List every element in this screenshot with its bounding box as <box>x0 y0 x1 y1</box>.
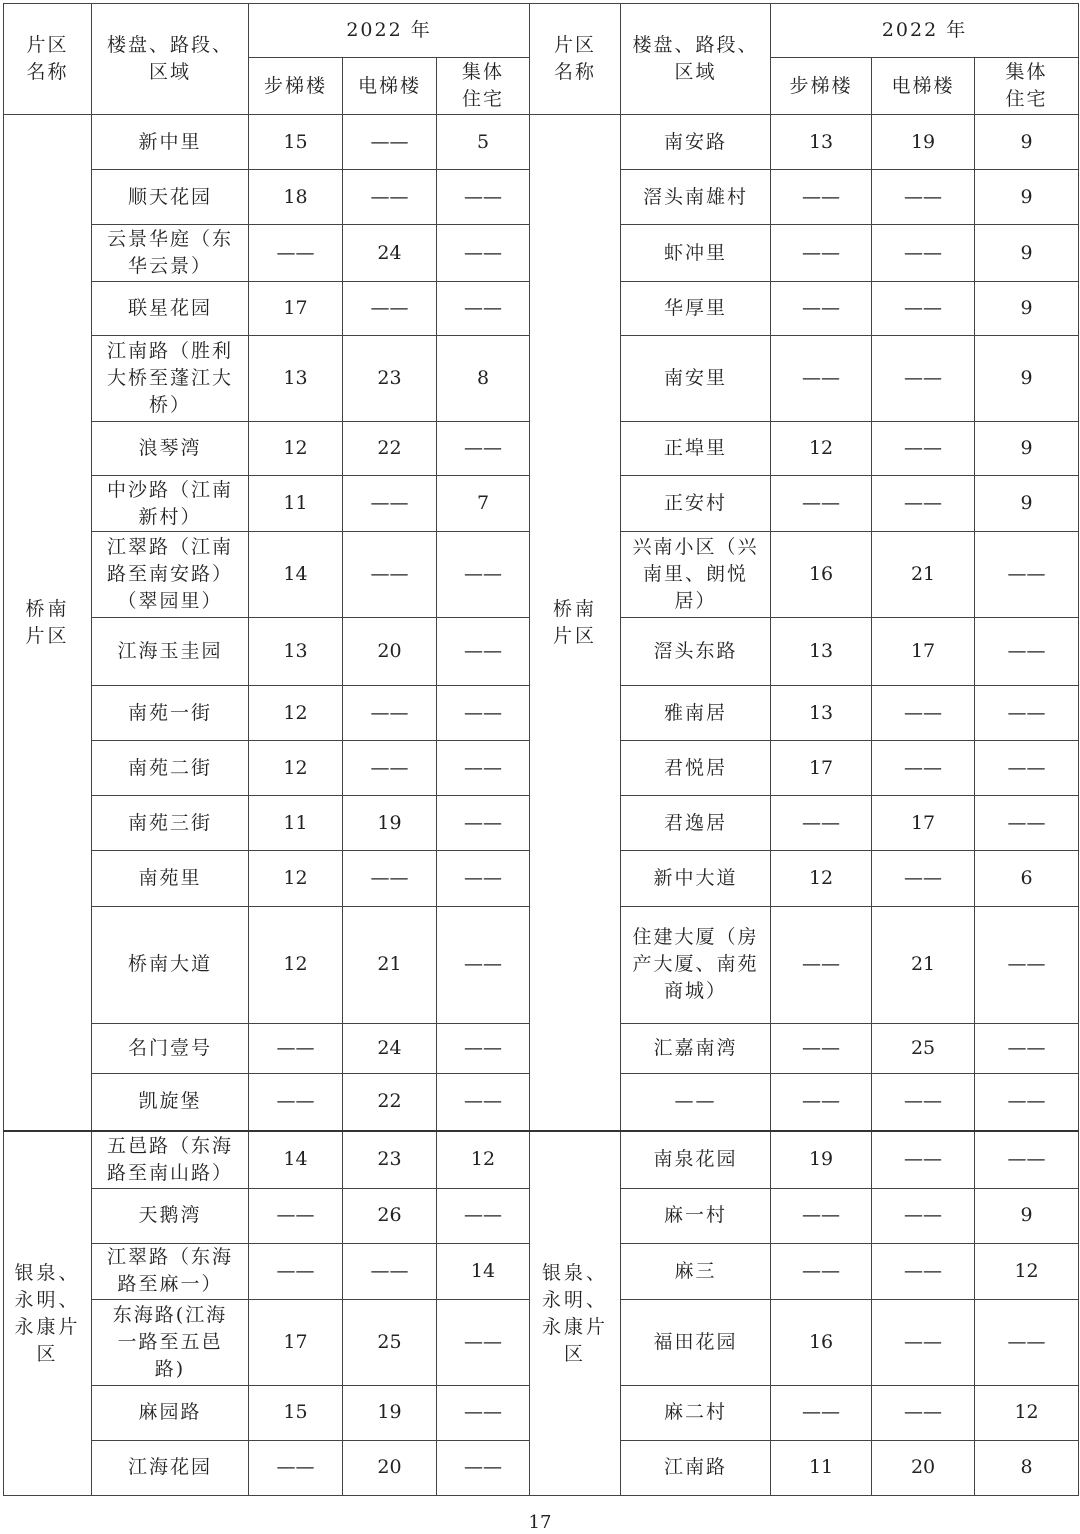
left-collective-cell: —— <box>437 1023 530 1073</box>
left-stair-header: 步梯楼 <box>249 58 343 115</box>
left-collective-cell: —— <box>437 422 530 476</box>
right-elevator-cell: —— <box>872 1131 975 1188</box>
left-elevator-cell: 23 <box>343 336 437 422</box>
left-location-cell: 江翠路（东海 路至麻一） <box>92 1243 249 1299</box>
right-elevator-cell: 17 <box>872 618 975 686</box>
left-elevator-header: 电梯楼 <box>343 58 437 115</box>
right-collective-cell: —— <box>975 618 1079 686</box>
right-collective-cell: —— <box>975 1131 1079 1188</box>
right-stair-cell: —— <box>771 1385 872 1440</box>
right-stair-header: 步梯楼 <box>771 58 872 115</box>
left-elevator-cell: 26 <box>343 1188 437 1243</box>
right-stair-cell: —— <box>771 336 872 422</box>
right-collective-cell: —— <box>975 1299 1079 1385</box>
right-stair-cell: —— <box>771 476 872 532</box>
right-stair-cell: 16 <box>771 1299 872 1385</box>
left-elevator-cell: 22 <box>343 1073 437 1131</box>
table-row <box>4 115 1079 170</box>
right-location-cell: 麻一村 <box>621 1188 771 1243</box>
right-stair-cell: 12 <box>771 422 872 476</box>
right-elevator-header: 电梯楼 <box>872 58 975 115</box>
right-collective-cell: —— <box>975 1073 1079 1131</box>
right-collective-cell: —— <box>975 796 1079 851</box>
right-location-cell: 滘头南雄村 <box>621 170 771 225</box>
right-elevator-cell: —— <box>872 1385 975 1440</box>
left-region-cell: 桥南 片区 <box>4 115 92 1132</box>
right-location-cell: 华厚里 <box>621 282 771 336</box>
left-elevator-cell: —— <box>343 170 437 225</box>
right-stair-cell: 12 <box>771 851 872 906</box>
left-location-cell: 江南路（胜利 大桥至蓬江大 桥） <box>92 336 249 422</box>
right-elevator-cell: —— <box>872 851 975 906</box>
left-collective-cell: —— <box>437 1073 530 1131</box>
right-location-cell: 南安里 <box>621 336 771 422</box>
left-collective-cell: 5 <box>437 115 530 170</box>
right-elevator-cell: —— <box>872 225 975 282</box>
right-collective-cell: 12 <box>975 1385 1079 1440</box>
right-stair-cell: 16 <box>771 532 872 618</box>
right-location-cell: —— <box>621 1073 771 1131</box>
right-location-cell: 南泉花园 <box>621 1131 771 1188</box>
left-collective-cell: —— <box>437 170 530 225</box>
left-stair-cell: 15 <box>249 1385 343 1440</box>
left-collective-cell: 12 <box>437 1131 530 1188</box>
left-stair-cell: 17 <box>249 282 343 336</box>
right-collective-cell: 12 <box>975 1243 1079 1299</box>
right-location-cell: 君逸居 <box>621 796 771 851</box>
left-stair-cell: 13 <box>249 336 343 422</box>
left-stair-cell: 18 <box>249 170 343 225</box>
left-stair-cell: —— <box>249 1243 343 1299</box>
right-elevator-cell: —— <box>872 741 975 796</box>
left-elevator-cell: 22 <box>343 422 437 476</box>
right-location-cell: 福田花园 <box>621 1299 771 1385</box>
left-collective-cell: —— <box>437 1299 530 1385</box>
right-stair-cell: 17 <box>771 741 872 796</box>
left-stair-cell: 11 <box>249 796 343 851</box>
left-collective-cell: 7 <box>437 476 530 532</box>
left-elevator-cell: —— <box>343 1243 437 1299</box>
left-collective-cell: —— <box>437 225 530 282</box>
right-elevator-cell: —— <box>872 336 975 422</box>
right-stair-cell: —— <box>771 170 872 225</box>
left-elevator-cell: 24 <box>343 1023 437 1073</box>
left-stair-cell: —— <box>249 1073 343 1131</box>
right-elevator-cell: 17 <box>872 796 975 851</box>
right-region-cell: 银泉、 永明、 永康片 区 <box>530 1131 621 1495</box>
left-stair-cell: 11 <box>249 476 343 532</box>
right-elevator-cell: —— <box>872 1243 975 1299</box>
right-location-cell: 江南路 <box>621 1440 771 1495</box>
left-location-cell: 中沙路（江南 新村） <box>92 476 249 532</box>
left-elevator-cell: 23 <box>343 1131 437 1188</box>
right-stair-cell: 11 <box>771 1440 872 1495</box>
right-collective-cell: 9 <box>975 225 1079 282</box>
right-location-cell: 南安路 <box>621 115 771 170</box>
left-location-cell: 凯旋堡 <box>92 1073 249 1131</box>
right-location-cell: 正安村 <box>621 476 771 532</box>
right-collective-cell: 9 <box>975 336 1079 422</box>
right-elevator-cell: 21 <box>872 906 975 1023</box>
left-location-cell: 顺天花园 <box>92 170 249 225</box>
right-elevator-cell: 21 <box>872 532 975 618</box>
right-collective-cell: 6 <box>975 851 1079 906</box>
left-location-cell: 南苑三街 <box>92 796 249 851</box>
right-location-cell: 滘头东路 <box>621 618 771 686</box>
right-stair-cell: 19 <box>771 1131 872 1188</box>
right-elevator-cell: 25 <box>872 1023 975 1073</box>
left-elevator-cell: —— <box>343 476 437 532</box>
right-stair-cell: 13 <box>771 618 872 686</box>
right-elevator-cell: —— <box>872 1188 975 1243</box>
left-region-header: 片区 名称 <box>4 4 92 115</box>
right-stair-cell: —— <box>771 1023 872 1073</box>
left-collective-cell: —— <box>437 906 530 1023</box>
left-elevator-cell: —— <box>343 532 437 618</box>
left-stair-cell: —— <box>249 1440 343 1495</box>
left-stair-cell: 12 <box>249 422 343 476</box>
right-collective-cell: —— <box>975 741 1079 796</box>
left-location-cell: 东海路(江海 一路至五邑 路) <box>92 1299 249 1385</box>
left-location-cell: 名门壹号 <box>92 1023 249 1073</box>
left-location-cell: 江海玉圭园 <box>92 618 249 686</box>
page-number: 17 <box>528 1512 552 1533</box>
left-location-cell: 南苑二街 <box>92 741 249 796</box>
right-collective-cell: 8 <box>975 1440 1079 1495</box>
left-stair-cell: 13 <box>249 618 343 686</box>
right-elevator-cell: —— <box>872 476 975 532</box>
left-collective-cell: 8 <box>437 336 530 422</box>
right-collective-cell: —— <box>975 532 1079 618</box>
left-collective-cell: —— <box>437 1385 530 1440</box>
right-collective-cell: 9 <box>975 115 1079 170</box>
left-collective-cell: —— <box>437 1440 530 1495</box>
left-elevator-cell: 19 <box>343 796 437 851</box>
right-elevator-cell: 20 <box>872 1440 975 1495</box>
left-stair-cell: —— <box>249 1023 343 1073</box>
left-location-cell: 浪琴湾 <box>92 422 249 476</box>
table-row <box>4 1131 1079 1188</box>
left-collective-cell: —— <box>437 282 530 336</box>
right-location-cell: 正埠里 <box>621 422 771 476</box>
right-elevator-cell: —— <box>872 1073 975 1131</box>
right-collective-cell: 9 <box>975 1188 1079 1243</box>
left-stair-cell: 12 <box>249 686 343 741</box>
right-elevator-cell: 19 <box>872 115 975 170</box>
left-collective-cell: —— <box>437 741 530 796</box>
right-collective-cell: 9 <box>975 282 1079 336</box>
left-elevator-cell: 20 <box>343 618 437 686</box>
right-location-cell: 虾冲里 <box>621 225 771 282</box>
right-location-cell: 麻三 <box>621 1243 771 1299</box>
right-stair-cell: —— <box>771 1073 872 1131</box>
right-collective-cell: —— <box>975 906 1079 1023</box>
left-elevator-cell: —— <box>343 686 437 741</box>
right-elevator-cell: —— <box>872 282 975 336</box>
left-elevator-cell: —— <box>343 851 437 906</box>
right-region-header: 片区 名称 <box>530 4 621 115</box>
right-elevator-cell: —— <box>872 170 975 225</box>
right-location-cell: 兴南小区（兴 南里、朗悦 居） <box>621 532 771 618</box>
left-location-cell: 云景华庭（东 华云景） <box>92 225 249 282</box>
left-stair-cell: —— <box>249 1188 343 1243</box>
left-collective-cell: —— <box>437 618 530 686</box>
left-collective-header: 集体 住宅 <box>437 58 530 115</box>
right-location-cell: 汇嘉南湾 <box>621 1023 771 1073</box>
right-stair-cell: —— <box>771 906 872 1023</box>
left-stair-cell: 17 <box>249 1299 343 1385</box>
left-stair-cell: 14 <box>249 1131 343 1188</box>
right-stair-cell: —— <box>771 796 872 851</box>
left-location-cell: 天鹅湾 <box>92 1188 249 1243</box>
left-elevator-cell: —— <box>343 282 437 336</box>
left-location-cell: 联星花园 <box>92 282 249 336</box>
left-collective-cell: —— <box>437 686 530 741</box>
left-location-cell: 南苑一街 <box>92 686 249 741</box>
left-location-cell: 新中里 <box>92 115 249 170</box>
left-collective-cell: —— <box>437 851 530 906</box>
left-elevator-cell: —— <box>343 115 437 170</box>
right-stair-cell: —— <box>771 225 872 282</box>
right-elevator-cell: —— <box>872 686 975 741</box>
left-stair-cell: 12 <box>249 906 343 1023</box>
left-location-cell: 五邑路（东海 路至南山路） <box>92 1131 249 1188</box>
right-collective-cell: 9 <box>975 476 1079 532</box>
right-stair-cell: 13 <box>771 686 872 741</box>
left-collective-cell: —— <box>437 1188 530 1243</box>
left-location-cell: 江海花园 <box>92 1440 249 1495</box>
right-stair-cell: —— <box>771 1243 872 1299</box>
right-year-header: 2022 年 <box>771 4 1079 58</box>
left-stair-cell: 12 <box>249 851 343 906</box>
rent-table <box>3 3 1079 1496</box>
left-stair-cell: 14 <box>249 532 343 618</box>
right-collective-header: 集体 住宅 <box>975 58 1079 115</box>
left-elevator-cell: 21 <box>343 906 437 1023</box>
left-stair-cell: 12 <box>249 741 343 796</box>
left-elevator-cell: 19 <box>343 1385 437 1440</box>
left-collective-cell: —— <box>437 532 530 618</box>
right-location-cell: 新中大道 <box>621 851 771 906</box>
right-region-cell: 桥南 片区 <box>530 115 621 1132</box>
left-location-cell: 南苑里 <box>92 851 249 906</box>
right-location-cell: 住建大厦（房 产大厦、南苑 商城） <box>621 906 771 1023</box>
right-location-cell: 麻二村 <box>621 1385 771 1440</box>
left-elevator-cell: 24 <box>343 225 437 282</box>
left-location-cell: 江翠路（江南 路至南安路） （翠园里） <box>92 532 249 618</box>
right-stair-cell: —— <box>771 1188 872 1243</box>
left-elevator-cell: 25 <box>343 1299 437 1385</box>
left-elevator-cell: —— <box>343 741 437 796</box>
right-stair-cell: 13 <box>771 115 872 170</box>
left-stair-cell: 15 <box>249 115 343 170</box>
right-collective-cell: 9 <box>975 422 1079 476</box>
left-location-cell: 麻园路 <box>92 1385 249 1440</box>
right-collective-cell: 9 <box>975 170 1079 225</box>
right-location-header: 楼盘、路段、 区域 <box>621 4 771 115</box>
right-collective-cell: —— <box>975 1023 1079 1073</box>
right-elevator-cell: —— <box>872 422 975 476</box>
right-location-cell: 雅南居 <box>621 686 771 741</box>
left-year-header: 2022 年 <box>249 4 530 58</box>
left-collective-cell: —— <box>437 796 530 851</box>
left-location-header: 楼盘、路段、 区域 <box>92 4 249 115</box>
right-collective-cell: —— <box>975 686 1079 741</box>
right-location-cell: 君悦居 <box>621 741 771 796</box>
right-elevator-cell: —— <box>872 1299 975 1385</box>
left-region-cell: 银泉、 永明、 永康片 区 <box>4 1131 92 1495</box>
left-location-cell: 桥南大道 <box>92 906 249 1023</box>
left-collective-cell: 14 <box>437 1243 530 1299</box>
left-elevator-cell: 20 <box>343 1440 437 1495</box>
left-stair-cell: —— <box>249 225 343 282</box>
right-stair-cell: —— <box>771 282 872 336</box>
